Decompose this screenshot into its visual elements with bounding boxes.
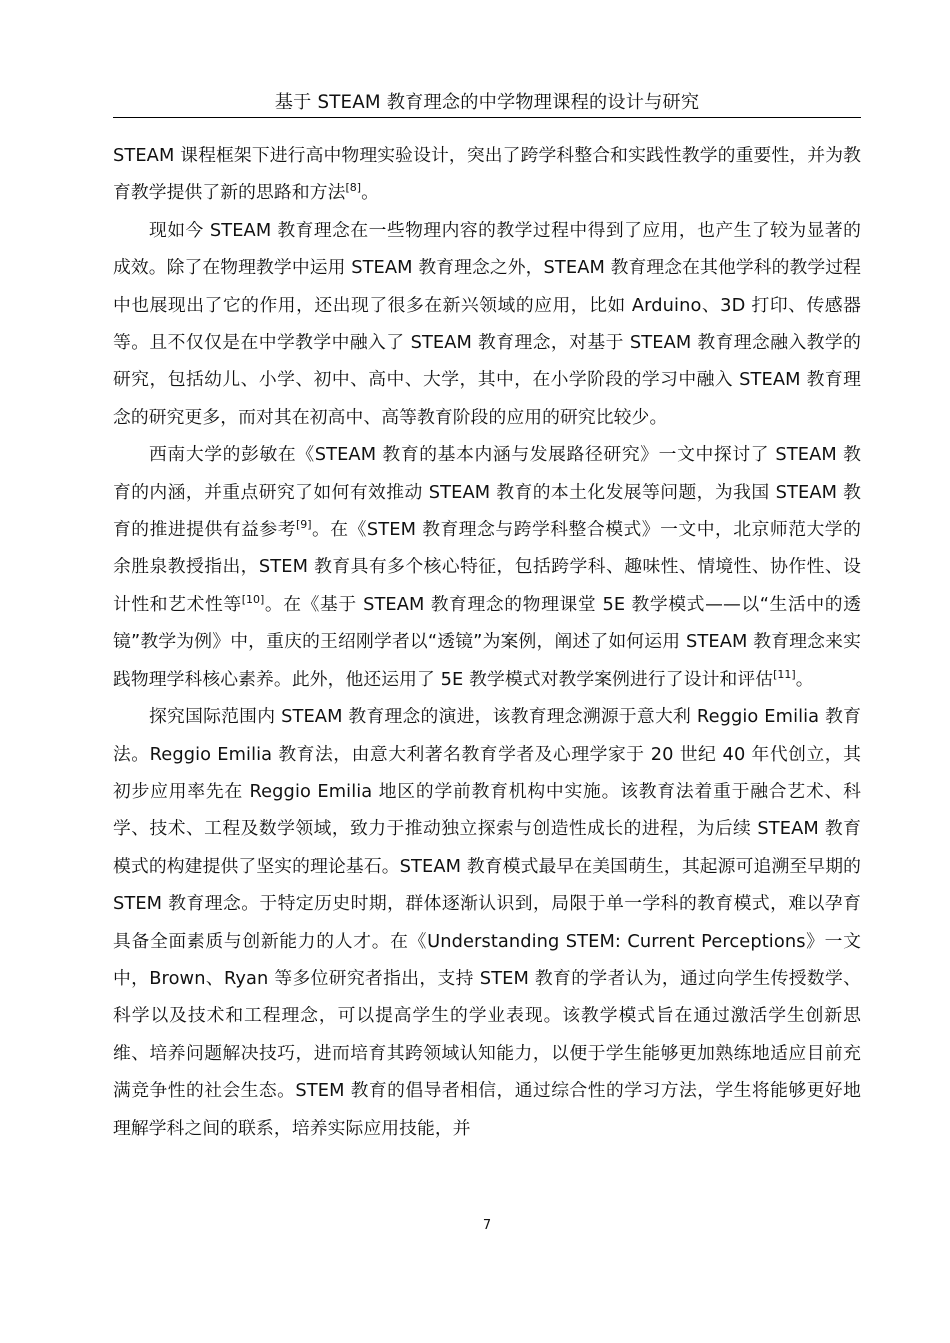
paragraph-text: 。 — [795, 668, 814, 690]
paragraph — [113, 212, 861, 436]
page-header-title: 基于 STEAM 教育理念的中学物理课程的设计与研究 — [274, 92, 700, 113]
citation-marker: [9] — [296, 518, 312, 532]
header-divider — [113, 117, 861, 118]
paragraph — [113, 436, 861, 698]
paragraph-text: 。在《STEM 教育理念与跨学科整合模式》一文中，北京师范大学的余胜泉教授指出，STEM 教育具有多个核心特征，包括跨学科、趣味性、情境性、协作性、设计性和艺术性等 — [113, 519, 861, 615]
paragraph — [113, 137, 861, 212]
page-number: 7 — [482, 1218, 492, 1233]
citation-marker: [8] — [345, 181, 362, 195]
body-text — [113, 137, 861, 1147]
paragraph — [113, 698, 861, 1147]
paragraph-text: 探究国际范围内 STEAM 教育理念的演进，该教育理念溯源于意大利 Reggio Emilia 教育法。Reggio Emilia 教育法，由意大利著名教育学者及心理学家于 20 世纪 40 年代创立，其初步应用率先在 Reggio Emilia 地区的学前教育机构中实施。该教育法着重于融合艺术、科学、技术、工程及数学领域，致力于推动独立探索与创造性成长的进程，为后续 STEAM 教育模式的构建提供了坚实的理论基石。STEAM 教育模式最早在美国萌生，其起源可追溯至早期的 STEM 教育理念。于特定历史时期，群体逐渐认识到，局限于单一学科的教育模式，难以孕育具备全面素质与创新能力的人才。在《Understanding STEM: Current Perceptions》一文中，Brown、Ryan 等多位研究者指出，支持 STEM 教育的学者认为，通过向学生传授数学、科学以及技术和工程理念，可以提高学生的学业表现。该教学模式旨在通过激活学生创新思维、培养问题解决技巧，进而培育其跨领域认知能力，以便于学生能够更加熟练地适应目前充满竞争性的社会生态。STEM 教育的倡导者相信，通过综合性的学习方法，学生将能够更好地理解学科之间的联系，培养实际应用技能，并 — [113, 706, 861, 1139]
paragraph-text: 。 — [361, 182, 379, 204]
citation-marker: [10] — [241, 592, 265, 606]
paragraph-text: STEAM 课程框架下进行高中物理实验设计，突出了跨学科整合和实践性教学的重要性，并为教育教学提供了新的思路和方法 — [113, 145, 861, 204]
paragraph-text: 。在《基于 STEAM 教育理念的物理课堂 5E 教学模式——以“生活中的透镜”教学为例》中，重庆的王绍刚学者以“透镜”为案例，阐述了如何运用 STEAM 教育理念来实践物理学科核心素养。此外，他还运用了 5E 教学模式对教学案例进行了设计和评估 — [113, 593, 862, 690]
paragraph-text: 西南大学的彭敏在《STEAM 教育的基本内涵与发展路径研究》一文中探讨了 STEAM 教育的内涵，并重点研究了如何有效推动 STEAM 教育的本土化发展等问题，为我国 STEAM 教育的推进提供有益参考 — [113, 444, 861, 541]
citation-marker: [11] — [773, 667, 796, 681]
paragraph-text: 现如今 STEAM 教育理念在一些物理内容的教学过程中得到了应用，也产生了较为显著的成效。除了在物理教学中运用 STEAM 教育理念之外，STEAM 教育理念在其他学科的教学过程中也展现出了它的作用，还出现了很多在新兴领域的应用，比如 Arduino、3D 打印、传感器等。且不仅仅是在中学教学中融入了 STEAM 教育理念，对基于 STEAM 教育理念融入教学的研究，包括幼儿、小学、初中、高中、大学，其中，在小学阶段的学习中融入 STEAM 教育理念的研究更多，而对其在初高中、高等教育阶段的应用的研究比较少。 — [113, 219, 861, 428]
